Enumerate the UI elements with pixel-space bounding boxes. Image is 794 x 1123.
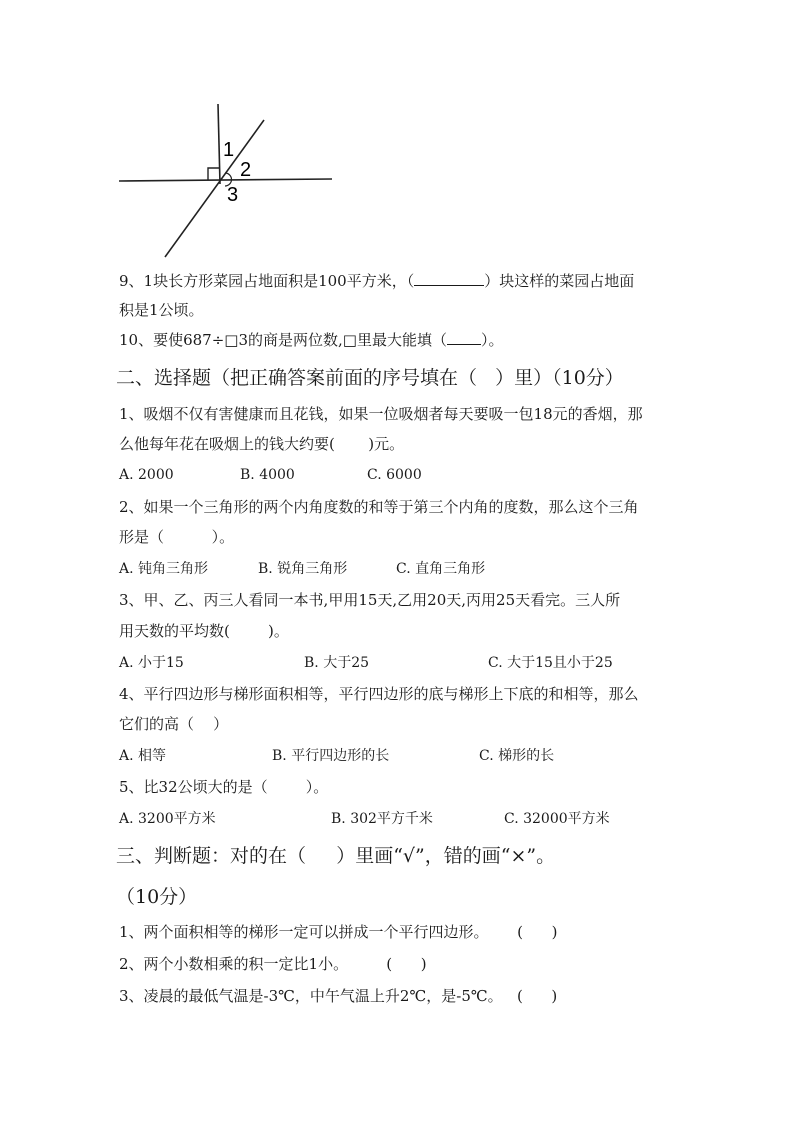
option-c: C. 6000 (367, 467, 422, 483)
section-2-heading: 二、选择题（把正确答案前面的序号填在（ ）里）（10分） (116, 367, 624, 389)
option-b: B. 大于25 (304, 655, 370, 671)
section-3-points: （10分） (116, 886, 198, 908)
question-text: 1、吸烟不仅有害健康而且花钱，如果一位吸烟者每天要吸一包18元的香烟，那 (119, 405, 643, 423)
question-text: 么他每年花在吸烟上的钱大约要( )元。 (119, 435, 405, 453)
option-c: C. 梯形的长 (479, 748, 555, 764)
option-b: B. 锐角三角形 (258, 561, 348, 577)
judgement-item: 2、两个小数相乘的积一定比1小。 ( ) (119, 955, 427, 973)
option-a: A. 小于15 (119, 655, 184, 671)
option-b: B. 4000 (240, 467, 295, 483)
option-c: C. 大于15且小于25 (488, 655, 613, 671)
angle-label-3: 3 (227, 184, 239, 206)
option-b: B. 302平方千米 (331, 811, 433, 827)
judgement-item: 3、凌晨的最低气温是-3℃，中午气温上升2℃，是-5℃。 ( ) (119, 987, 558, 1005)
angle-figure (115, 100, 345, 262)
option-a: A. 2000 (119, 467, 174, 483)
question-text: 用天数的平均数( )。 (119, 622, 289, 640)
option-c: C. 直角三角形 (396, 561, 486, 577)
option-a: A. 3200平方米 (119, 811, 216, 827)
judgement-item: 1、两个面积相等的梯形一定可以拼成一个平行四边形。 ( ) (119, 923, 558, 941)
angle-label-2: 2 (240, 159, 252, 181)
slanted-line (165, 120, 264, 257)
option-b: B. 平行四边形的长 (272, 748, 390, 764)
angle-label-1: 1 (223, 139, 235, 161)
question-text: 它们的高（ ） (119, 715, 229, 733)
question-text: 3、甲、乙、丙三人看同一本书,甲用15天,乙用20天,丙用25天看完。三人所 (119, 591, 621, 609)
right-angle-mark (208, 168, 219, 180)
question-text: 形是（ ）。 (119, 528, 235, 546)
question-9-line1: 9、1块长方形菜园占地面积是100平方米，（ ）块这样的菜园占地面 (119, 272, 635, 290)
vertical-line (218, 104, 220, 184)
option-c: C. 32000平方米 (504, 811, 610, 827)
section-3-heading: 三、判断题：对的在（ ）里画“√”，错的画“×”。 (116, 845, 556, 867)
question-10: 10、要使687÷□3的商是两位数,□里最大能填（ ）。 (119, 331, 504, 349)
question-9-line2: 积是1公顷。 (119, 301, 204, 319)
question-text: 5、比32公顷大的是（ ）。 (119, 778, 329, 796)
answer-blank[interactable] (447, 330, 481, 345)
option-a: A. 钝角三角形 (119, 561, 209, 577)
answer-blank[interactable] (414, 271, 484, 286)
question-text: 2、如果一个三角形的两个内角度数的和等于第三个内角的度数，那么这个三角 (119, 498, 639, 516)
option-a: A. 相等 (119, 748, 167, 764)
horizontal-line (119, 179, 332, 181)
question-text: 4、平行四边形与梯形面积相等，平行四边形的底与梯形上下底的和相等，那么 (119, 685, 639, 703)
